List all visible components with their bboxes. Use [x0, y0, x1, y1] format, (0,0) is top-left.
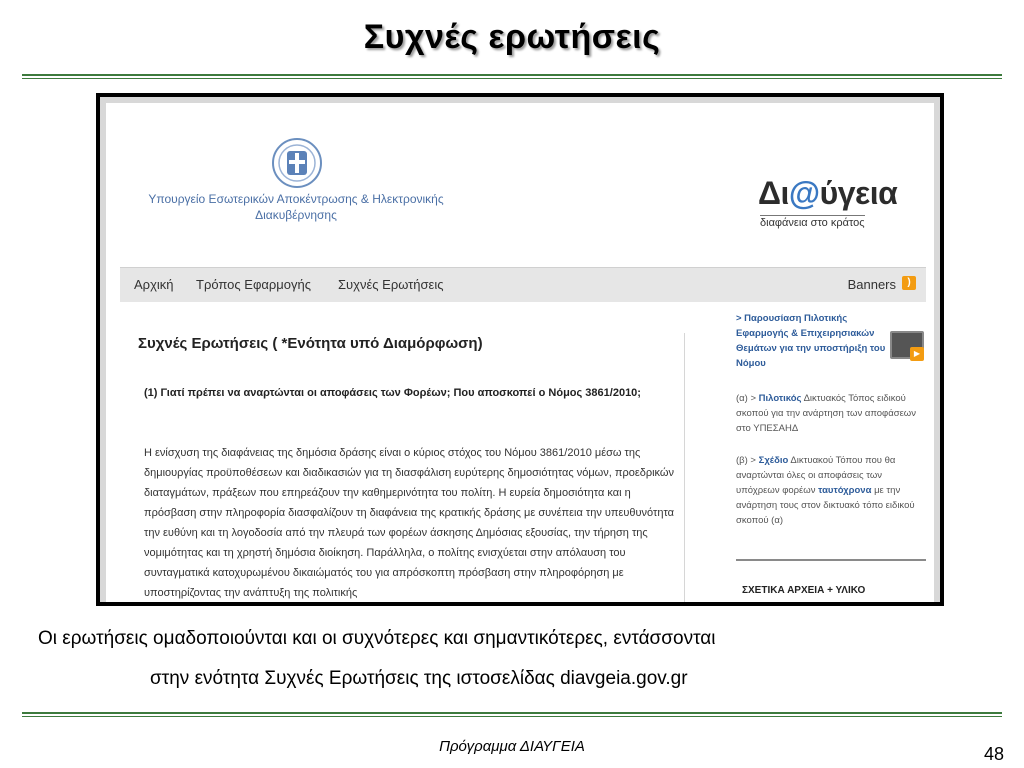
- nav-faq[interactable]: Συχνές Ερωτήσεις: [338, 277, 444, 292]
- faq-heading: Συχνές Ερωτήσεις ( *Ενότητα υπό Διαμόρφωση): [138, 335, 483, 352]
- draft-mid: Δικτυακού Τόπου που θα αναρτώνται όλες οι αποφάσεις των υπόχρεων φορέων: [736, 455, 896, 496]
- site-navbar: [120, 267, 926, 302]
- top-divider: [22, 74, 1002, 80]
- column-divider: [684, 333, 685, 602]
- sidebar-presentation-link[interactable]: > Παρουσίαση Πιλοτικής Εφαρμογής & Επιχειρησιακών Θεμάτων για την υποστήριξη του Νόμου: [736, 313, 886, 369]
- bottom-divider: [22, 712, 1002, 718]
- caption-line-1: Οι ερωτήσεις ομαδοποιούνται και οι συχνότερες και σημαντικότερες, εντάσσονται: [38, 628, 716, 649]
- ministry-line-1: Υπουργείο Εσωτερικών Αποκέντρωσης & Ηλεκτρονικής: [148, 192, 444, 206]
- sidebar-pilot-item[interactable]: [736, 391, 926, 436]
- draft-rest: με την ανάρτηση τους στον δικτυακό τόπο ειδικού σκοπού (α): [736, 485, 915, 526]
- sidebar-divider: [736, 559, 926, 561]
- sidebar-draft-item[interactable]: [736, 453, 926, 528]
- nav-banners[interactable]: Banners: [847, 277, 896, 292]
- ministry-line-2: Διακυβέρνησης: [255, 208, 337, 222]
- pilot-prefix: (α) >: [736, 393, 759, 404]
- draft-prefix: (β) >: [736, 455, 759, 466]
- caption-line-2: στην ενότητα Συχνές Ερωτήσεις της ιστοσελίδας diavgeia.gov.gr: [150, 668, 688, 689]
- logo-at: @: [788, 175, 820, 211]
- play-icon[interactable]: ▶: [910, 347, 924, 361]
- logo-tagline: διαφάνεια στο κράτος: [760, 217, 865, 229]
- diavgeia-logo: [758, 175, 897, 212]
- draft-bold: Σχέδιο: [758, 455, 789, 466]
- nav-method[interactable]: Τρόπος Εφαρμογής: [196, 277, 312, 292]
- website-screenshot: [96, 93, 944, 606]
- greek-emblem-icon: [271, 137, 323, 189]
- rss-icon[interactable]: ): [902, 276, 916, 290]
- nav-home[interactable]: Αρχική: [134, 277, 174, 292]
- logo-prefix: Δι: [758, 175, 789, 211]
- slide-title: Συχνές ερωτήσεις: [363, 18, 661, 56]
- pilot-bold: Πιλοτικός: [758, 393, 802, 404]
- logo-suffix: ύγεια: [819, 175, 898, 211]
- faq-question-1: (1) Γιατί πρέπει να αναρτώνται οι αποφάσεις των Φορέων; Που αποσκοπεί ο Νόμος 3861/2010;: [144, 387, 641, 399]
- sidebar-related-files[interactable]: ΣΧΕΤΙΚΑ ΑΡΧΕΙΑ + ΥΛΙΚΟ: [742, 585, 866, 596]
- pilot-rest: Δικτυακός Τόπος ειδικού σκοπού για την ανάρτηση των αποφάσεων στο ΥΠΕΣΑΗΔ: [736, 393, 916, 434]
- ministry-name: [136, 191, 456, 223]
- footer-program: Πρόγραμμα ΔΙΑΥΓΕΙΑ: [439, 738, 585, 755]
- draft-bold-2: ταυτόχρονα: [818, 485, 872, 496]
- page-number: 48: [983, 744, 1004, 764]
- faq-answer-1: Η ενίσχυση της διαφάνειας της δημόσια δράσης είναι ο κύριος στόχος του Νόμου 3861/2010 μέσω της δημιουργίας προϋποθέσεων και διαδικασιών για τη διασφάλιση ευρύτερης δημοσιότητας νόμων, προεδρικών διαταγμάτων, πράξεων που επηρεάζουν την καθημερινότητα του πολίτη. Η ευρεία δημοσιότητα και η πρόσβαση στην πληροφορία διασφαλίζουν τη διαφάνεια της κρατικής δράσης με συνέπεια την υπευθυνότητα την ευθύνη και τη λογοδοσία από την πλευρά των φορέων άσκησης Δημόσιας εξουσίας, την τήρηση της νομιμότητας και τη χρηστή δημόσια διοίκηση. Παράλληλα, ο πολίτης ενισχύεται στην απόλαυση του συνταγματικά κατοχυρωμένου δικαιώματός του για απρόσκοπτη πρόσβαση στην πληροφόρηση με υποστηρίζοντας την ανάπτυξη της πολιτικής: [144, 447, 675, 599]
